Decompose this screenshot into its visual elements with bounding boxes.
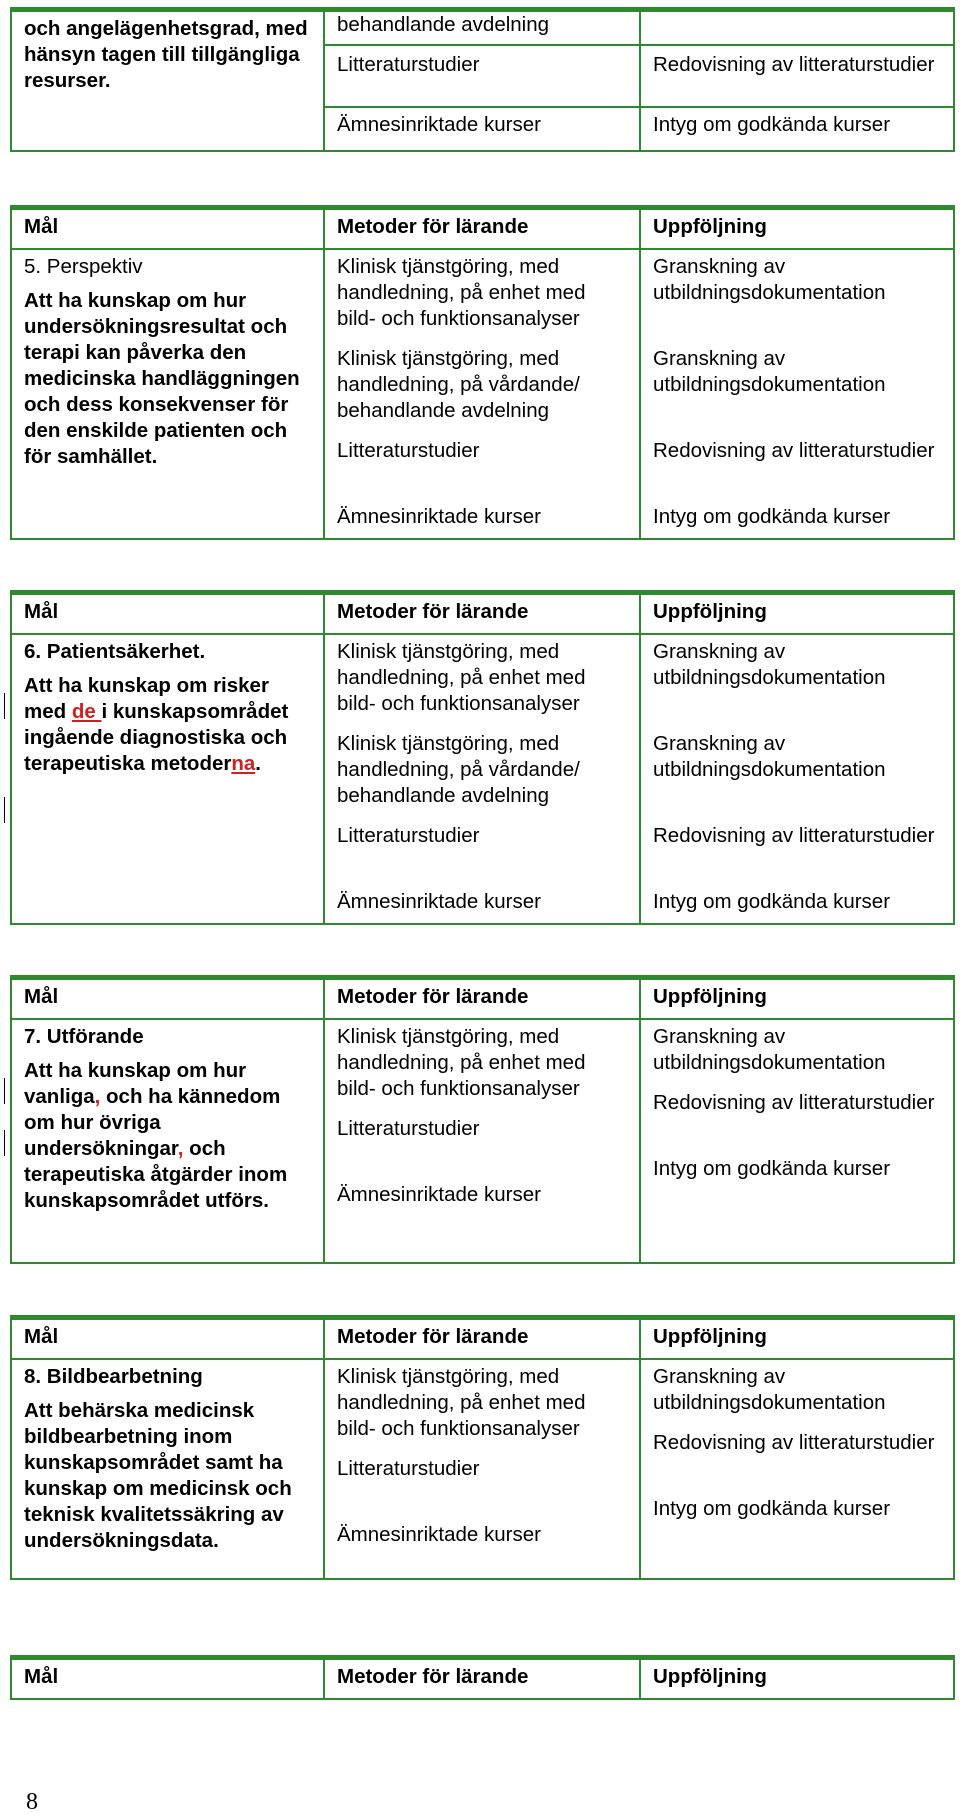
followup-item: Granskning av utbildningsdokumentation — [653, 1025, 886, 1074]
revision-bar — [4, 1130, 5, 1156]
followup-cell — [641, 635, 953, 923]
goal-table-8 — [10, 1318, 955, 1580]
goal-number: 5. Perspektiv — [24, 255, 143, 278]
goal-text: Att behärska medicinsk bildbearbetning inom kunskapsområdet samt ha kunskap om medicinsk och teknisk kvalitetssäkring av undersökningsdata. — [24, 1399, 292, 1552]
goal-number: 6. Patientsäkerhet. — [24, 640, 206, 663]
followup-item: Intyg om godkända kurser — [641, 106, 953, 142]
followup-item: Granskning av utbildningsdokumentation — [653, 732, 886, 781]
table-row — [12, 12, 953, 150]
header-methods: Metoder för lärande — [325, 595, 641, 633]
followup-cell — [641, 1020, 953, 1262]
followup-cell — [641, 12, 953, 150]
header-row — [12, 980, 953, 1018]
table-row — [12, 1018, 953, 1262]
followup-item: Granskning av utbildningsdokumentation — [653, 347, 886, 396]
goal-text-part: Att ha kunskap om risker med — [24, 674, 269, 723]
header-methods: Metoder för lärande — [325, 210, 641, 248]
tracked-change: na — [231, 752, 256, 775]
goal-table-6 — [10, 593, 955, 925]
followup-cell — [641, 1360, 953, 1578]
header-followup: Uppföljning — [653, 215, 767, 238]
header-goal: Mål — [12, 1320, 325, 1358]
header-followup: Uppföljning — [653, 985, 767, 1008]
method-item: Ämnesinriktade kurser — [337, 505, 541, 528]
tracked-change: , — [177, 1137, 184, 1160]
method-item: Litteraturstudier — [325, 44, 639, 106]
method-item: Ämnesinriktade kurser — [325, 106, 639, 142]
revision-bar — [4, 797, 5, 823]
method-item: Klinisk tjänstgöring, med handledning, på enhet med bild- och funktionsanalyser — [337, 1025, 586, 1100]
followup-cell — [641, 250, 953, 538]
goal-table-5 — [10, 208, 955, 540]
goal-text-part: och ha kännedom om hur övriga undersökningar — [24, 1085, 281, 1160]
goal-text-part: och terapeutiska åtgärder inom kunskapsområdet utförs. — [24, 1137, 288, 1212]
tracked-change: de — [71, 700, 102, 723]
method-item: behandlande avdelning — [337, 13, 550, 36]
goal-cell — [12, 250, 325, 538]
followup-item: Granskning av utbildningsdokumentation — [653, 1365, 886, 1414]
goal-cell — [12, 1360, 325, 1578]
followup-item: Redovisning av litteraturstudier — [653, 439, 935, 462]
method-item: Klinisk tjänstgöring, med handledning, på enhet med bild- och funktionsanalyser — [337, 255, 586, 330]
followup-item: Redovisning av litteraturstudier — [641, 44, 953, 106]
followup-item: Intyg om godkända kurser — [653, 890, 891, 913]
followup-item: Intyg om godkända kurser — [653, 1497, 891, 1520]
method-item: Klinisk tjänstgöring, med handledning, på vårdande/ behandlande avdelning — [337, 347, 580, 422]
header-methods: Metoder för lärande — [325, 1320, 641, 1358]
table-row — [12, 1358, 953, 1578]
header-followup: Uppföljning — [653, 1665, 767, 1688]
revision-bar — [4, 693, 5, 719]
goal-number: 8. Bildbearbetning — [24, 1365, 203, 1388]
methods-cell — [325, 12, 641, 150]
header-row — [12, 1660, 953, 1698]
followup-item — [641, 12, 953, 44]
goal-cell — [12, 635, 325, 923]
method-item: Klinisk tjänstgöring, med handledning, på enhet med bild- och funktionsanalyser — [337, 1365, 586, 1440]
goal-cell — [12, 1020, 325, 1262]
method-item: Klinisk tjänstgöring, med handledning, på enhet med bild- och funktionsanalyser — [337, 640, 586, 715]
revision-bar — [4, 1078, 5, 1104]
goal-text — [24, 673, 311, 777]
header-goal: Mål — [12, 210, 325, 248]
followup-item: Granskning av utbildningsdokumentation — [653, 255, 886, 304]
header-followup: Uppföljning — [653, 1325, 767, 1348]
table-row — [12, 248, 953, 538]
table-row — [12, 633, 953, 923]
method-item: Ämnesinriktade kurser — [337, 890, 541, 913]
header-row — [12, 210, 953, 248]
header-goal: Mål — [12, 1660, 325, 1698]
header-goal: Mål — [12, 980, 325, 1018]
goal-table-9 — [10, 1658, 955, 1700]
goal-table-7 — [10, 978, 955, 1264]
method-item: Ämnesinriktade kurser — [337, 1523, 541, 1546]
followup-item: Granskning av utbildningsdokumentation — [653, 640, 886, 689]
methods-cell — [325, 635, 641, 923]
header-methods: Metoder för lärande — [325, 1660, 641, 1698]
followup-item: Redovisning av litteraturstudier — [653, 824, 935, 847]
goal-number: 7. Utförande — [24, 1025, 144, 1048]
followup-item: Intyg om godkända kurser — [653, 1157, 891, 1180]
method-item: Litteraturstudier — [337, 1117, 480, 1140]
goal-text — [24, 1058, 311, 1214]
methods-cell — [325, 1020, 641, 1262]
followup-item: Redovisning av litteraturstudier — [653, 1091, 935, 1114]
tracked-change: , — [94, 1085, 101, 1108]
header-row — [12, 1320, 953, 1358]
goal-text-part: i kunskapsområdet ingående diagnostiska och terapeutiska metoder — [24, 700, 289, 775]
page-number: 8 — [26, 1789, 38, 1815]
goal-text-part: Att ha kunskap om hur vanliga — [24, 1059, 247, 1108]
method-item: Litteraturstudier — [337, 1457, 480, 1480]
method-item: Litteraturstudier — [337, 439, 480, 462]
header-row — [12, 595, 953, 633]
followup-item: Intyg om godkända kurser — [653, 505, 891, 528]
methods-cell — [325, 1360, 641, 1578]
methods-cell — [325, 250, 641, 538]
header-goal: Mål — [12, 595, 325, 633]
goal-text-part: . — [255, 752, 261, 775]
header-followup: Uppföljning — [653, 600, 767, 623]
goal-text: Att ha kunskap om hur undersökningsresultat och terapi kan påverka den medicinska handläggningen och dess konsekvenser för den enskilde patienten och för samhället. — [24, 289, 300, 468]
goal-cell — [12, 12, 325, 150]
method-item: Klinisk tjänstgöring, med handledning, på vårdande/ behandlande avdelning — [337, 732, 580, 807]
header-methods: Metoder för lärande — [325, 980, 641, 1018]
followup-item: Redovisning av litteraturstudier — [653, 1431, 935, 1454]
table-continued — [10, 10, 955, 152]
method-item: Ämnesinriktade kurser — [337, 1183, 541, 1206]
goal-text: och angelägenhetsgrad, med hänsyn tagen till tillgängliga resurser. — [24, 17, 308, 92]
method-item: Litteraturstudier — [337, 824, 480, 847]
